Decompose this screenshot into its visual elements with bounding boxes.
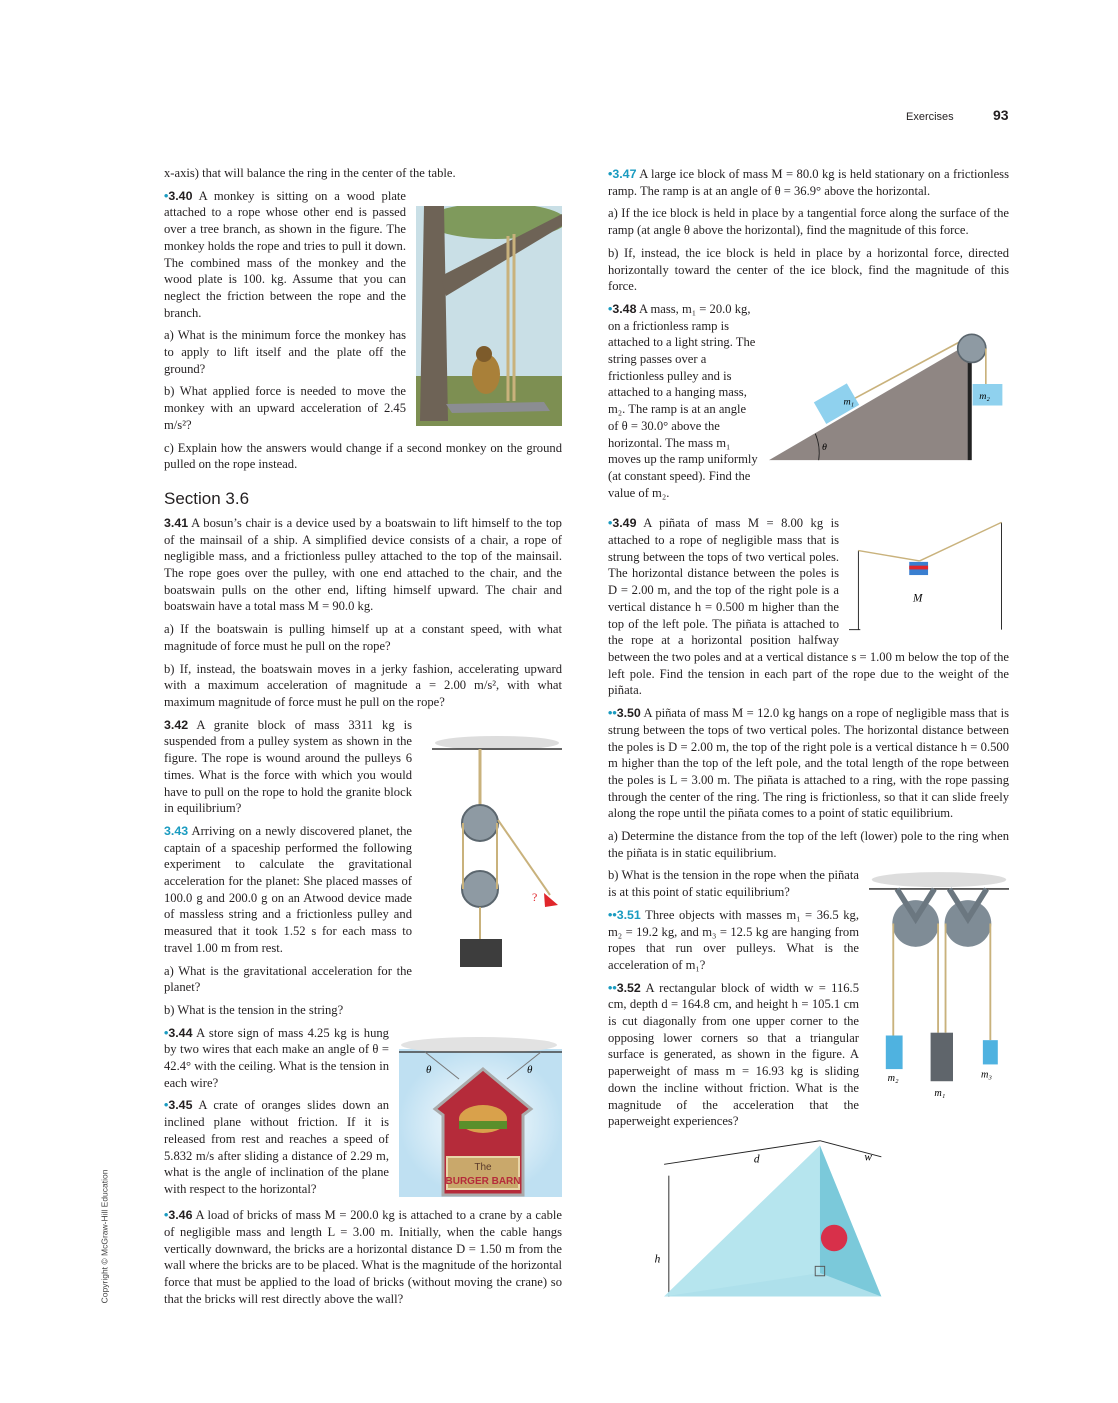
problem-3-47-part-b: b) If, instead, the ice block is held in place by a horizontal force, directed horizontally toward the center of the ice block, find the magnitude of this force. — [608, 245, 1009, 294]
problem-3-43: 3.43 Arriving on a newly discovered planet, the captain of a spaceship performed the following experiment to calculate the gravitational acceleration for the planet: She placed masses of 100.0 g and 200.0 g on an Atwood device made of massless string and a frictionless pulley and measured that it took 1.52 s for each mass to travel 1.00 m from rest. — [164, 823, 412, 955]
running-header: Exercises — [906, 111, 954, 123]
problem-3-45: •3.45 A crate of oranges slides down an inclined plane without friction. If it is released from rest and reaches a speed of 5.832 m/s after sliding a distance of 2.29 m, what is the angle of inclination of the plane with respect to the horizontal? — [164, 1098, 389, 1196]
problem-3-50: ••3.50 A piñata of mass M = 12.0 kg hangs on a rope of negligible mass that is strung between the tops of two vertical poles. The horizontal distance between the poles is D = 2.00 m, the top of the right pole is a vertical distance h = 0.500 m higher than the top of the left pole, and the total length of the rope between the poles is L = 3.00 m. The piñata is attached to a ring, with the rope passing through the center of the ring. The ring is frictionless, so that it can slide freely along the rope until the piñata comes to a point of static equilibrium. — [608, 706, 1009, 821]
label-theta: θ — [821, 442, 827, 454]
problem-3-41: 3.41 A bosun’s chair is a device used by a boatswain to lift himself to the top of the mainsail of a ship. A simplified device consists of a chair, a rope of negligible mass, and a frictionless pulley attached to the top of the mainsail. The rope goes over the pulley, with one end attached to the chair, and the boatswain pulls on the other end, lifting himself upward. The chair and boatswain have a total mass M = 90.0 kg. — [164, 515, 562, 614]
problem-3-46: •3.46 A load of bricks of mass M = 200.0 kg is attached to a crane by a cable of negligible mass and length L = 3.00 m. Initially, when the cable hangs vertically downward, the bricks are a horizontal distance D = 1.50 m from the wall where the bricks are to be placed. What is the magnitude of the horizontal force that must be applied to the load of bricks (without moving the crane) so that the bricks will rest directly above the wall? — [164, 1208, 562, 1306]
page-number: 93 — [993, 107, 1009, 123]
problem-3-49: •3.49 A piñata of mass M = 8.00 kg is attached to a rope of negligible mass that is strung between the tops of two vertical poles. The horizontal distance between the poles is D = 2.00 m, and the top of the right pole is a vertical distance h = 0.500 m higher than the top of the left pole. The piñata is attached to the rope at a horizontal position halfway between the two poles and at a vertical distance s = 1.00 m below the top of the left pole. Find the tension in each part of the rope due to the weight of the piñata. — [608, 516, 1009, 698]
copyright-note: Copyright © McGraw-Hill Education — [99, 1169, 110, 1304]
problem-3-41-part-b: b) If, instead, the boatswain moves in a jerky fashion, accelerating upward with a maximum acceleration of magnitude a = 2.00 m/s², with what maximum magnitude of force must he pull on the rope? — [164, 661, 562, 709]
label-m1: m₁ — [934, 1088, 946, 1100]
problem-3-47-part-a: a) If the ice block is held in place by a tangential force along the surface of the ramp (at angle θ above the horizontal), find the magnitude of this force. — [608, 206, 1009, 238]
right-column — [608, 166, 1009, 1311]
label-M: M — [913, 592, 923, 605]
problem-3-51: ••3.51 Three objects with masses m₁ = 36.5 kg, m₂ = 19.2 kg, and m₃ = 12.5 kg are hanging from ropes that run over pulleys. What is the acceleration of m₁? — [608, 907, 860, 972]
burger-barn-sign-figure — [399, 1037, 562, 1202]
label-m1: m₁ — [843, 396, 855, 408]
problem-3-43-part-a: a) What is the gravitational acceleration for the planet? — [164, 963, 412, 995]
problem-3-40-part-a: a) What is the minimum force the monkey has to apply to lift itself and the plate off the ground? — [164, 328, 406, 376]
problem-3-44: •3.44 A store sign of mass 4.25 kg is hung by two wires that each make an angle of θ = 42.4° with the ceiling. What is the tension in each wire? — [164, 1025, 389, 1090]
pulley-system-figure — [432, 735, 562, 975]
problem-3-52: ••3.52 A rectangular block of width w = 116.5 cm, depth d = 164.8 cm, and height h = 105.1 cm is cut diagonally from one upper corner to the opposing lower corners so that a triangular surface is generated, as shown in the figure. A paperweight of mass m = 16.93 kg is sliding down the incline without friction. What is the magnitude of the acceleration that the paperweight experiences? — [608, 980, 859, 1129]
problem-3-40-part-c: c) Explain how the answers would change if a second monkey on the ground pulled on the rope instead. — [164, 440, 562, 472]
problem-3-40: •3.40 A monkey is sitting on a wood plate attached to a rope whose other end is passed over a tree branch, as shown in the figure. The monkey holds the rope and tries to pull it down. The combined mass of the monkey and the wood plate is 100. kg. Assume that you can neglect the friction between the rope and the branch. — [164, 188, 406, 320]
label-d: d — [753, 1153, 760, 1166]
problem-3-41-part-a: a) If the boatswain is pulling himself up at a constant speed, with what magnitude of force must he pull on the rope? — [164, 622, 562, 653]
problem-3-43-part-b: b) What is the tension in the string? — [164, 1002, 344, 1017]
unknown-force-label: ? — [532, 889, 538, 904]
sign-word-the: The — [474, 1161, 492, 1173]
triangular-incline-figure — [608, 1136, 1009, 1311]
problem-3-40-part-b: b) What applied force is needed to move the monkey with an upward acceleration of 2.45 m/s²? — [164, 384, 406, 432]
problem-3-49-continued: The piñata is attached to the rope at a horizontal position halfway between the two poles and at a vertical distance s = 1.00 m below the top of the left pole. Find the tension in each part of the rope due to the weight of the piñata. — [608, 616, 1009, 698]
theta-right: θ — [527, 1063, 533, 1076]
pinata-poles-figure — [849, 517, 1009, 640]
label-m2: m₂ — [979, 390, 990, 402]
label-m2: m₂ — [887, 1073, 899, 1085]
sign-burger-barn: BURGER BARN — [445, 1175, 521, 1187]
problem-3-42: 3.42 A granite block of mass 3311 kg is suspended from a pulley system as shown in the figure. The rope is wound around the pulleys 6 times. What is the force with which you would have to pull on the rope to hold the granite block in equilibrium? — [164, 717, 412, 816]
label-h: h — [654, 1253, 661, 1266]
ramp-pulley-figure — [769, 321, 1009, 476]
problem-3-47: •3.47 A large ice block of mass M = 80.0 kg is held stationary on a frictionless ramp. The ramp is at an angle of θ = 36.9° above the horizontal. — [608, 167, 1009, 198]
theta-left: θ — [426, 1063, 432, 1076]
label-m3: m₃ — [981, 1069, 992, 1081]
problem-3-50-part-b: b) What is the tension in the rope when the piñata is at this point of static equilibrium? — [608, 868, 859, 900]
three-mass-pulley-figure — [869, 869, 1009, 1109]
left-column — [164, 165, 562, 1314]
label-w: w — [864, 1151, 872, 1164]
problem-3-48: •3.48 A mass, m₁ = 20.0 kg, on a frictionless ramp is attached to a light string. The string passes over a frictionless pulley and is attached to a hanging mass, m₂. The ramp is at an angle of θ = 30.0° above the horizontal. The mass m₁ moves up the ramp uniformly (at constant speed). Find the value of m₂. — [608, 301, 758, 500]
problem-3-50-part-a: a) Determine the distance from the top of the left (lower) pole to the ring when the piñata is in static equilibrium. — [608, 829, 1009, 860]
section-heading: Section 3.6 — [164, 488, 250, 508]
carryover-text: x-axis) that will balance the ring in the center of the table. — [164, 166, 456, 180]
monkey-tree-figure — [416, 206, 562, 431]
